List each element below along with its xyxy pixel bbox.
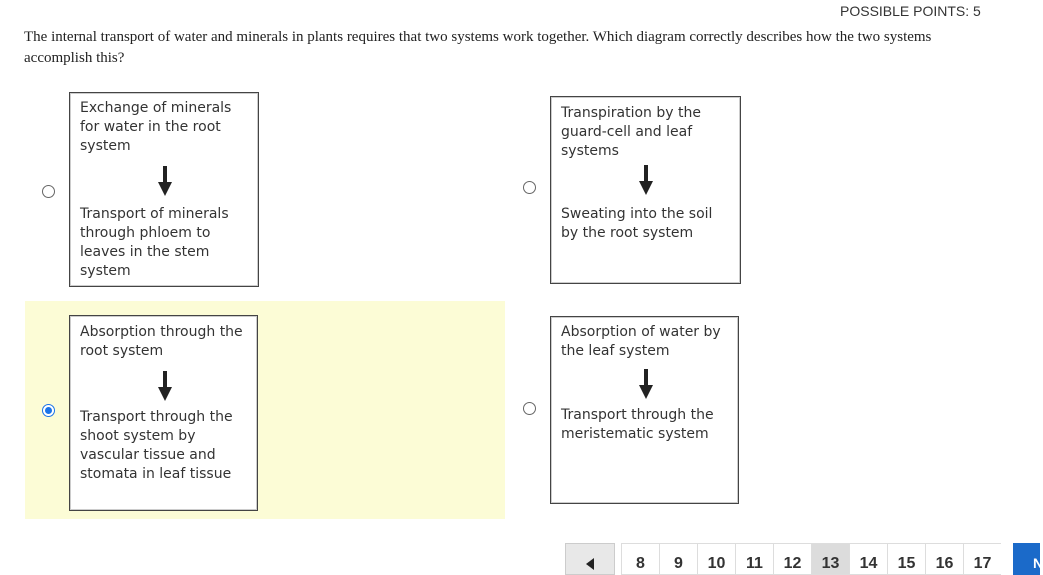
- radio-option-b[interactable]: [523, 181, 536, 194]
- answer-option-a[interactable]: [25, 85, 505, 290]
- arrow-down-icon: [158, 166, 172, 198]
- next-button[interactable]: N: [1013, 543, 1040, 575]
- page-list: [621, 543, 1001, 575]
- radio-option-d[interactable]: [523, 402, 536, 415]
- diagram-b-bottom-text: Sweating into the soil by the root system: [561, 206, 713, 241]
- question-text: The internal transport of water and minerals in plants requires that two systems work together. Which diagram correctly describes how the two systems accomplish this?: [24, 29, 932, 66]
- diagram-a-top-text: Exchange of minerals for water in the root system: [80, 100, 232, 154]
- arrow-down-icon: [639, 165, 653, 197]
- arrow-down-icon: [639, 369, 653, 401]
- possible-points: POSSIBLE POINTS: 5: [840, 3, 981, 19]
- page-button-15[interactable]: 15: [887, 543, 925, 575]
- radio-option-c[interactable]: [42, 404, 55, 417]
- page-button-13-current[interactable]: 13: [811, 543, 849, 575]
- diagram-b-top-text: Transpiration by the guard-cell and leaf systems: [561, 105, 701, 159]
- previous-page-button[interactable]: [565, 543, 615, 575]
- triangle-left-icon: [586, 558, 594, 570]
- page-button-11[interactable]: 11: [735, 543, 773, 575]
- diagram-c-top-text: Absorption through the root system: [80, 324, 243, 359]
- page-button-9[interactable]: 9: [659, 543, 697, 575]
- diagram-c: [69, 315, 258, 511]
- page-button-8[interactable]: 8: [621, 543, 659, 575]
- answer-option-b[interactable]: [506, 85, 986, 290]
- page-button-14[interactable]: 14: [849, 543, 887, 575]
- page-button-12[interactable]: 12: [773, 543, 811, 575]
- page-button-10[interactable]: 10: [697, 543, 735, 575]
- diagram-d: [550, 316, 739, 504]
- diagram-c-bottom-text: Transport through the shoot system by vascular tissue and stomata in leaf tissue: [80, 409, 233, 482]
- answer-option-d[interactable]: [506, 301, 986, 519]
- diagram-a-bottom-text: Transport of minerals through phloem to leaves in the stem system: [80, 206, 229, 279]
- diagram-d-top-text: Absorption of water by the leaf system: [561, 324, 721, 359]
- page-button-17[interactable]: 17: [963, 543, 1001, 575]
- diagram-b: [550, 96, 741, 284]
- diagram-d-bottom-text: Transport through the meristematic system: [561, 407, 714, 442]
- answer-option-c[interactable]: [25, 301, 505, 519]
- radio-option-a[interactable]: [42, 185, 55, 198]
- page-button-16[interactable]: 16: [925, 543, 963, 575]
- diagram-a: [69, 92, 259, 287]
- arrow-down-icon: [158, 371, 172, 403]
